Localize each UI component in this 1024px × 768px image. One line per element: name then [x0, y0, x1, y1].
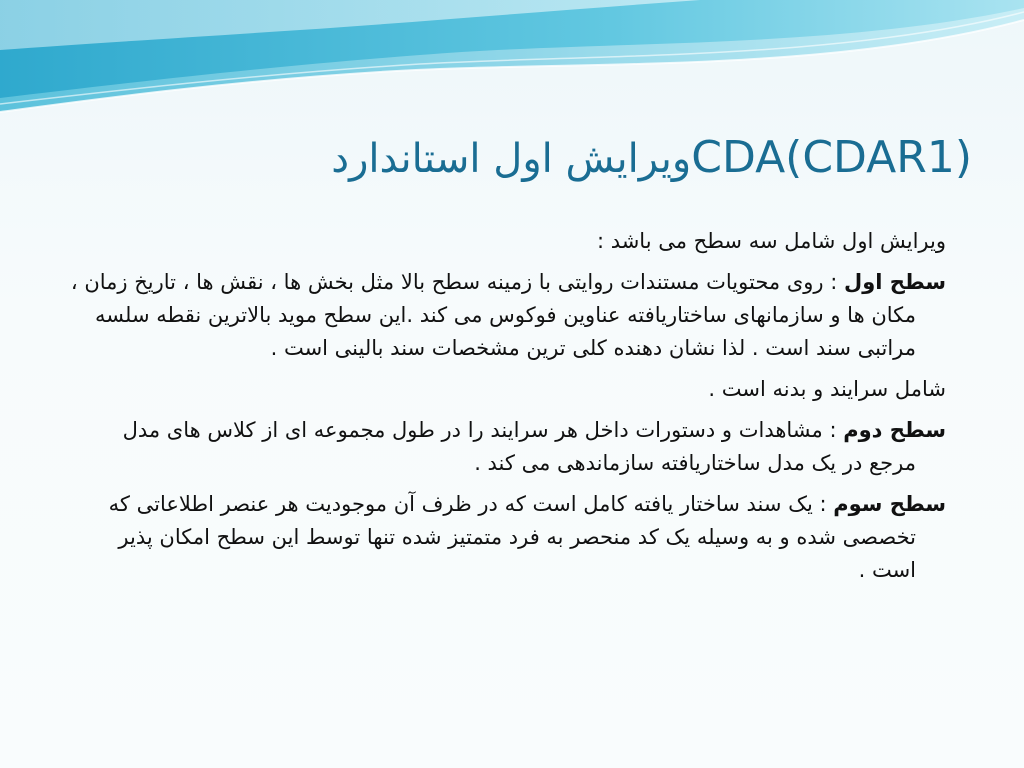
- paragraph-text: : روی محتویات مستندات روایتی با زمینه سطح بالا مثل بخش ها ، نقش ها ، تاریخ زمان ، مکان ها و سازمانهای ساختاریافته عناوین فوکوس می کند .این سطح موید بالاترین نقطه سلسه مراتبی سند است . لذا نشان دهنده کلی ترین مشخصات سند بالینی است .: [70, 270, 916, 360]
- paragraph-level-2: [62, 414, 946, 480]
- paragraph-text: : یک سند ساختار یافته کامل است که در ظرف آن موجودیت هر عنصر اطلاعاتی که تخصصی شده و به وسیله یک کد منحصر به فرد متمتیز شده تنها توسط این سطح امکان پذیر است .: [108, 492, 916, 582]
- paragraph-level-1: [62, 266, 946, 365]
- paragraph-intro: [62, 225, 946, 258]
- paragraph-term: سطح اول: [843, 270, 946, 294]
- wave-header-decoration: [0, 0, 1024, 130]
- slide-title-persian: ویرایش اول استاندارد: [331, 136, 692, 182]
- paragraph-level-3: [62, 488, 946, 587]
- paragraph-header-body: [62, 373, 946, 406]
- slide-title-latin: CDA(CDAR1): [691, 132, 972, 183]
- paragraph-term: سطح سوم: [833, 492, 946, 516]
- paragraph-text: شامل سرایند و بدنه است .: [708, 377, 946, 401]
- paragraph-text: ویرایش اول شامل سه سطح می باشد :: [596, 229, 946, 253]
- paragraph-term: سطح دوم: [843, 418, 946, 442]
- slide-body: [62, 225, 946, 595]
- slide-title: [40, 118, 972, 199]
- paragraph-text: : مشاهدات و دستورات داخل هر سرایند را در طول مجموعه ای از کلاس های مدل مرجع در یک مدل ساختاریافته سازماندهی می کند .: [122, 418, 916, 475]
